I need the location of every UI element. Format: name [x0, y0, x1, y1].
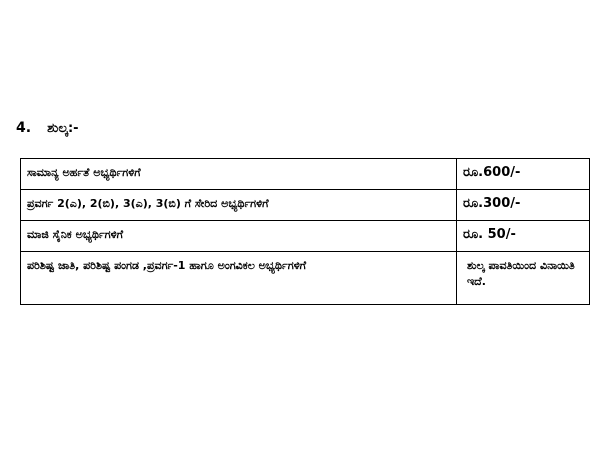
fee-category-cell: ಪರಿಶಿಷ್ಟ ಜಾತಿ, ಪರಿಶಿಷ್ಟ ಪಂಗಡ ,ಪ್ರವರ್ಗ-1 ಹಾಗೂ ಅಂಗವಿಕಲ ಅಭ್ಯರ್ಥಿಗಳಿಗೆ: [21, 252, 457, 305]
table-row: [21, 190, 590, 221]
section-title: ಶುಲ್ಕ:-: [47, 121, 79, 136]
section-number: 4.: [16, 120, 32, 136]
fee-category-cell: ಸಾಮಾನ್ಯ ಅರ್ಹತೆ ಅಭ್ಯರ್ಥಿಗಳಿಗೆ: [21, 159, 457, 190]
fee-category-cell: ಮಾಜಿ ಸೈನಿಕ ಅಭ್ಯರ್ಥಿಗಳಿಗೆ: [21, 221, 457, 252]
fee-table: [20, 158, 590, 305]
fee-amount-cell: ರೂ.300/-: [457, 190, 590, 221]
table-row: [21, 252, 590, 305]
fee-exemption-cell: ಶುಲ್ಕ ಪಾವತಿಯಿಂದ ವಿನಾಯಿತಿ ಇದೆ.: [457, 252, 590, 305]
table-row: [21, 221, 590, 252]
section-heading: [16, 120, 79, 136]
fee-amount-cell: ರೂ. 50/-: [457, 221, 590, 252]
fee-amount-cell: ರೂ.600/-: [457, 159, 590, 190]
fee-category-cell: ಪ್ರವರ್ಗ 2(ಎ), 2(ಬಿ), 3(ಎ), 3(ಬಿ) ಗೆ ಸೇರಿದ ಅಭ್ಯರ್ಥಿಗಳಿಗೆ: [21, 190, 457, 221]
table-row: [21, 159, 590, 190]
